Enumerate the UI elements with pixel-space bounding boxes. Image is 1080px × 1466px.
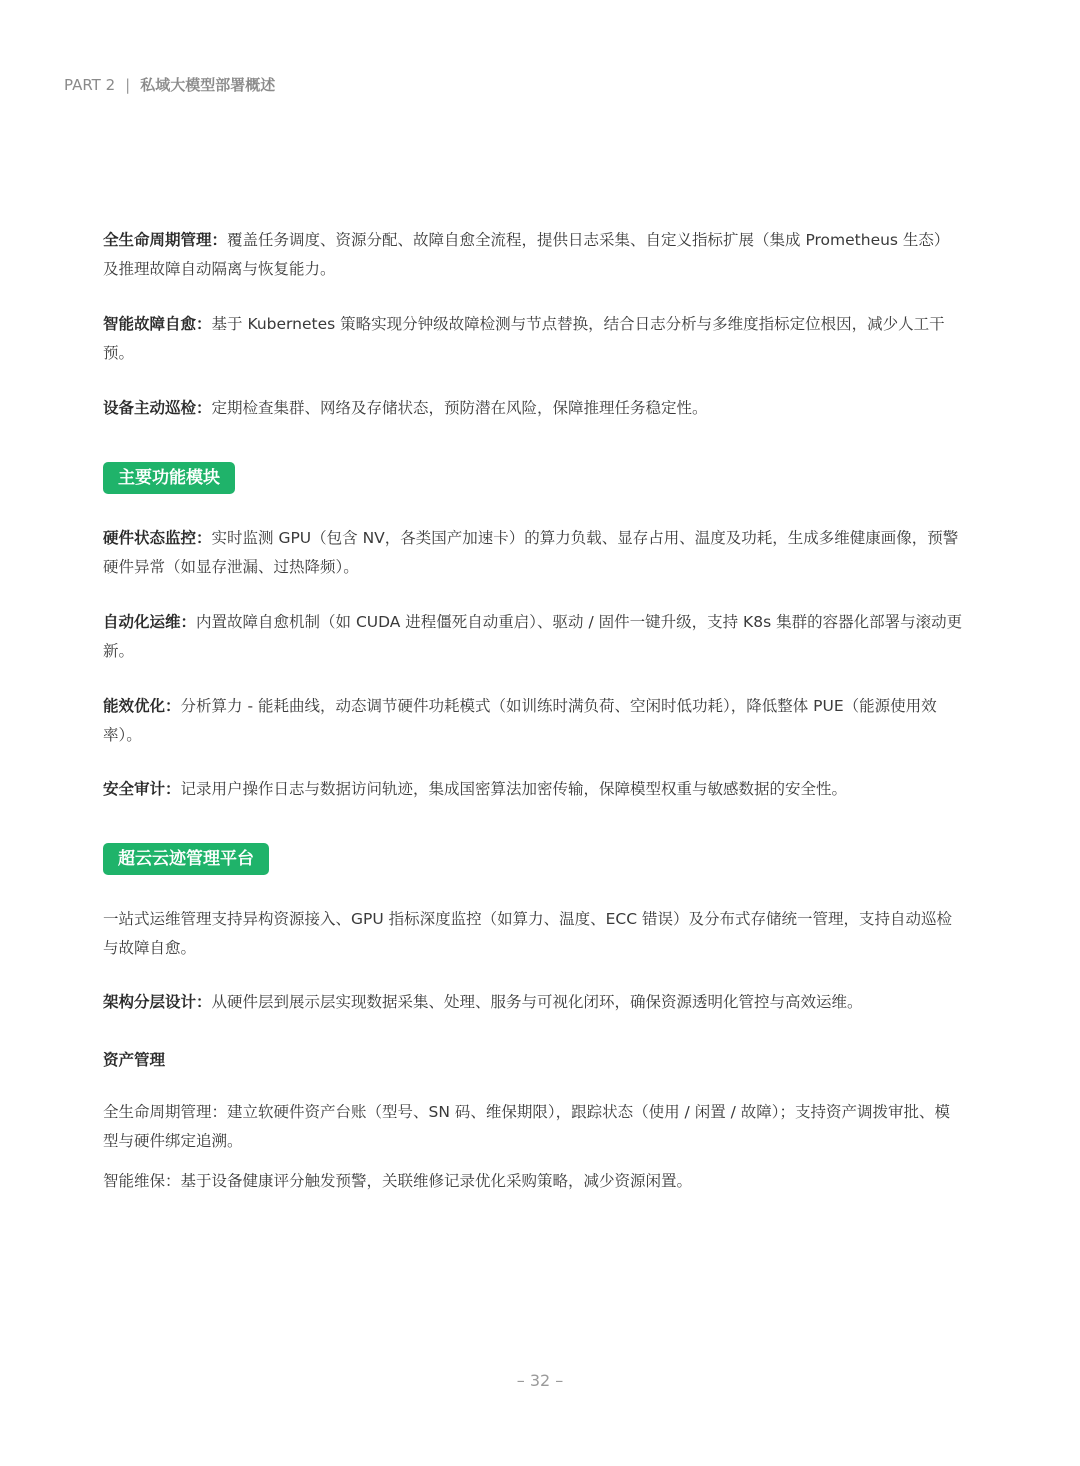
paragraph-asset-lifecycle: 全生命周期管理：建立软硬件资产台账（型号、SN 码、维保期限），跟踪状态（使用 / 闲置 / 故障）；支持资产调拨审批、模型与硬件绑定追溯。: [103, 1103, 951, 1150]
paragraph-text: 基于 Kubernetes 策略实现分钟级故障检测与节点替换，结合日志分析与多维度指标定位根因，减少人工干预。: [103, 315, 945, 362]
paragraph-architecture: [103, 988, 963, 1017]
paragraph-label: 智能故障自愈：: [103, 315, 212, 333]
paragraph-label: 设备主动巡检：: [103, 399, 212, 417]
paragraph-text: 定期检查集群、网络及存储状态，预防潜在风险，保障推理任务稳定性。: [211, 399, 708, 417]
paragraph-label: 全生命周期管理：: [103, 231, 228, 249]
asset-management-heading: 资产管理: [103, 1051, 166, 1069]
section-badge-main-modules: 主要功能模块: [103, 462, 235, 494]
paragraph-text: 实时监测 GPU（包含 NV，各类国产加速卡）的算力负载、显存占用、温度及功耗，生成多维健康画像，预警硬件异常（如显存泄漏、过热降频）。: [103, 529, 959, 576]
paragraph-label: 架构分层设计：: [103, 993, 212, 1011]
header-part: PART 2: [64, 76, 116, 94]
paragraph-text: 记录用户操作日志与数据访问轨迹，集成国密算法加密传输，保障模型权重与敏感数据的安全性。: [180, 780, 848, 798]
paragraph-automated-ops: [103, 608, 963, 666]
header-separator: |: [125, 76, 131, 94]
paragraph-hardware-monitoring: [103, 524, 963, 582]
paragraph-energy-optimization: [103, 692, 963, 750]
paragraph-text: 分析算力 - 能耗曲线，动态调节硬件功耗模式（如训练时满负荷、空闲时低功耗），降低整体 PUE（能源使用效率）。: [103, 697, 937, 744]
page-header: [64, 74, 275, 95]
paragraph-lifecycle-management: [103, 226, 963, 284]
paragraph-device-inspection: [103, 394, 963, 423]
paragraph-fault-self-healing: [103, 310, 963, 368]
paragraph-label: 安全审计：: [103, 780, 181, 798]
paragraph-text: 内置故障自愈机制（如 CUDA 进程僵死自动重启）、驱动 / 固件一键升级，支持 K8s 集群的容器化部署与滚动更新。: [103, 613, 963, 660]
paragraph-security-audit: [103, 775, 963, 804]
paragraph-text: 覆盖任务调度、资源分配、故障自愈全流程，提供日志采集、自定义指标扩展（集成 Prometheus 生态）及推理故障自动隔离与恢复能力。: [103, 231, 950, 278]
paragraph-label: 能效优化：: [103, 697, 181, 715]
paragraph-smart-maintenance: 智能维保：基于设备健康评分触发预警，关联维修记录优化采购策略，减少资源闲置。: [103, 1172, 693, 1190]
paragraph-label: 硬件状态监控：: [103, 529, 212, 547]
paragraph-platform-intro: 一站式运维管理支持异构资源接入、GPU 指标深度监控（如算力、温度、ECC 错误）及分布式存储统一管理，支持自动巡检与故障自愈。: [103, 910, 952, 957]
section-badge-platform: 超云云迹管理平台: [103, 843, 269, 875]
page-number: – 32 –: [516, 1371, 564, 1390]
paragraph-text: 从硬件层到展示层实现数据采集、处理、服务与可视化闭环，确保资源透明化管控与高效运维。: [211, 993, 863, 1011]
header-title: 私域大模型部署概述: [140, 76, 276, 94]
paragraph-label: 自动化运维：: [103, 613, 197, 631]
